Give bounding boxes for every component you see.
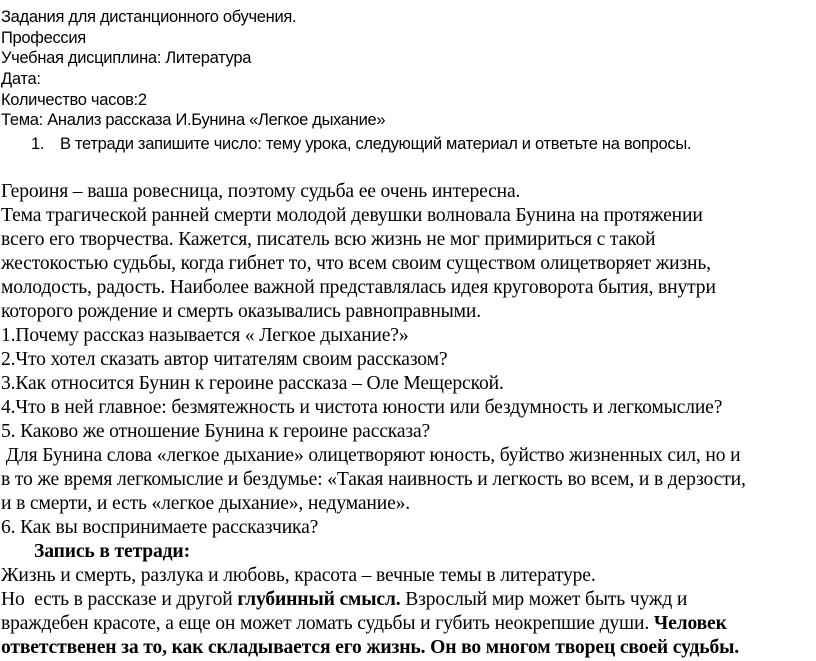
question-item: 6. Как вы воспринимаете рассказчика? xyxy=(1,517,319,538)
intro-line: молодость, радость. Наиболее важной представлялась идея круговорота бытия, внутри xyxy=(1,277,716,298)
notebook-bold-text: глубинный смысл. xyxy=(237,589,401,610)
question-item: 4.Что в ней главное: безмятежность и чистота юности или бездумность и легкомыслие? xyxy=(1,397,723,418)
topic-field: Тема: Анализ рассказа И.Бунина «Легкое дыхание» xyxy=(1,111,386,129)
notebook-bold-line: ответственен за то, как складывается его жизнь. Он во многом творец своей судьбы. xyxy=(1,637,739,658)
notebook-text: враждебен красоте, а еще он может ломать судьбы и губить неокрепшие души. xyxy=(1,613,654,634)
intro-line: Героиня – ваша ровесница, поэтому судьба ее очень интересна. xyxy=(1,181,521,202)
notebook-line: Жизнь и смерть, разлука и любовь, красота – вечные темы в литературе. xyxy=(1,565,596,586)
instruction-number: 1. xyxy=(31,135,45,153)
notebook-bold-text: Человек xyxy=(653,613,727,634)
hours-field: Количество часов:2 xyxy=(1,91,147,109)
discipline-field: Учебная дисциплина: Литература xyxy=(1,49,252,67)
notebook-heading: Запись в тетради: xyxy=(34,541,190,562)
notebook-line xyxy=(1,588,687,612)
instruction-item xyxy=(31,134,691,155)
profession-field: Профессия xyxy=(1,29,86,47)
quote-line: Для Бунина слова «легкое дыхание» олицетворяют юность, буйство жизненных сил, но и xyxy=(1,445,741,466)
quote-line: и в смерти, и есть «легкое дыхание», недумание». xyxy=(1,493,411,514)
intro-line: Тема трагической ранней смерти молодой девушки волновала Бунина на протяжении xyxy=(1,205,703,226)
question-item: 2.Что хотел сказать автор читателям своим рассказом? xyxy=(1,349,448,370)
question-item: 5. Каково же отношение Бунина к героине рассказа? xyxy=(1,421,431,442)
intro-line: жестокостью судьбы, когда гибнет то, что всем своим существом олицетворяет жизнь, xyxy=(1,253,711,274)
date-field: Дата: xyxy=(1,70,41,88)
quote-line: в то же время легкомыслие и бездумье: «Такая наивность и легкость во всем, и в дерзости, xyxy=(1,469,746,490)
instruction-text: В тетради запишите число: тему урока, следующий материал и ответьте на вопросы. xyxy=(60,135,692,153)
intro-line: которого рождение и смерть оказывались равноправными. xyxy=(1,301,482,322)
doc-title: Задания для дистанционного обучения. xyxy=(1,8,297,26)
notebook-line xyxy=(1,612,727,636)
question-item: 3.Как относится Бунин к героине рассказа – Оле Мещерской. xyxy=(1,373,504,394)
notebook-text: Взрослый мир может быть чужд и xyxy=(400,589,688,610)
question-item: 1.Почему рассказ называется « Легкое дыхание?» xyxy=(1,325,409,346)
intro-line: всего его творчества. Кажется, писатель всю жизнь не мог примириться с такой xyxy=(1,229,656,250)
notebook-text: Но есть в рассказе и другой xyxy=(1,589,238,610)
